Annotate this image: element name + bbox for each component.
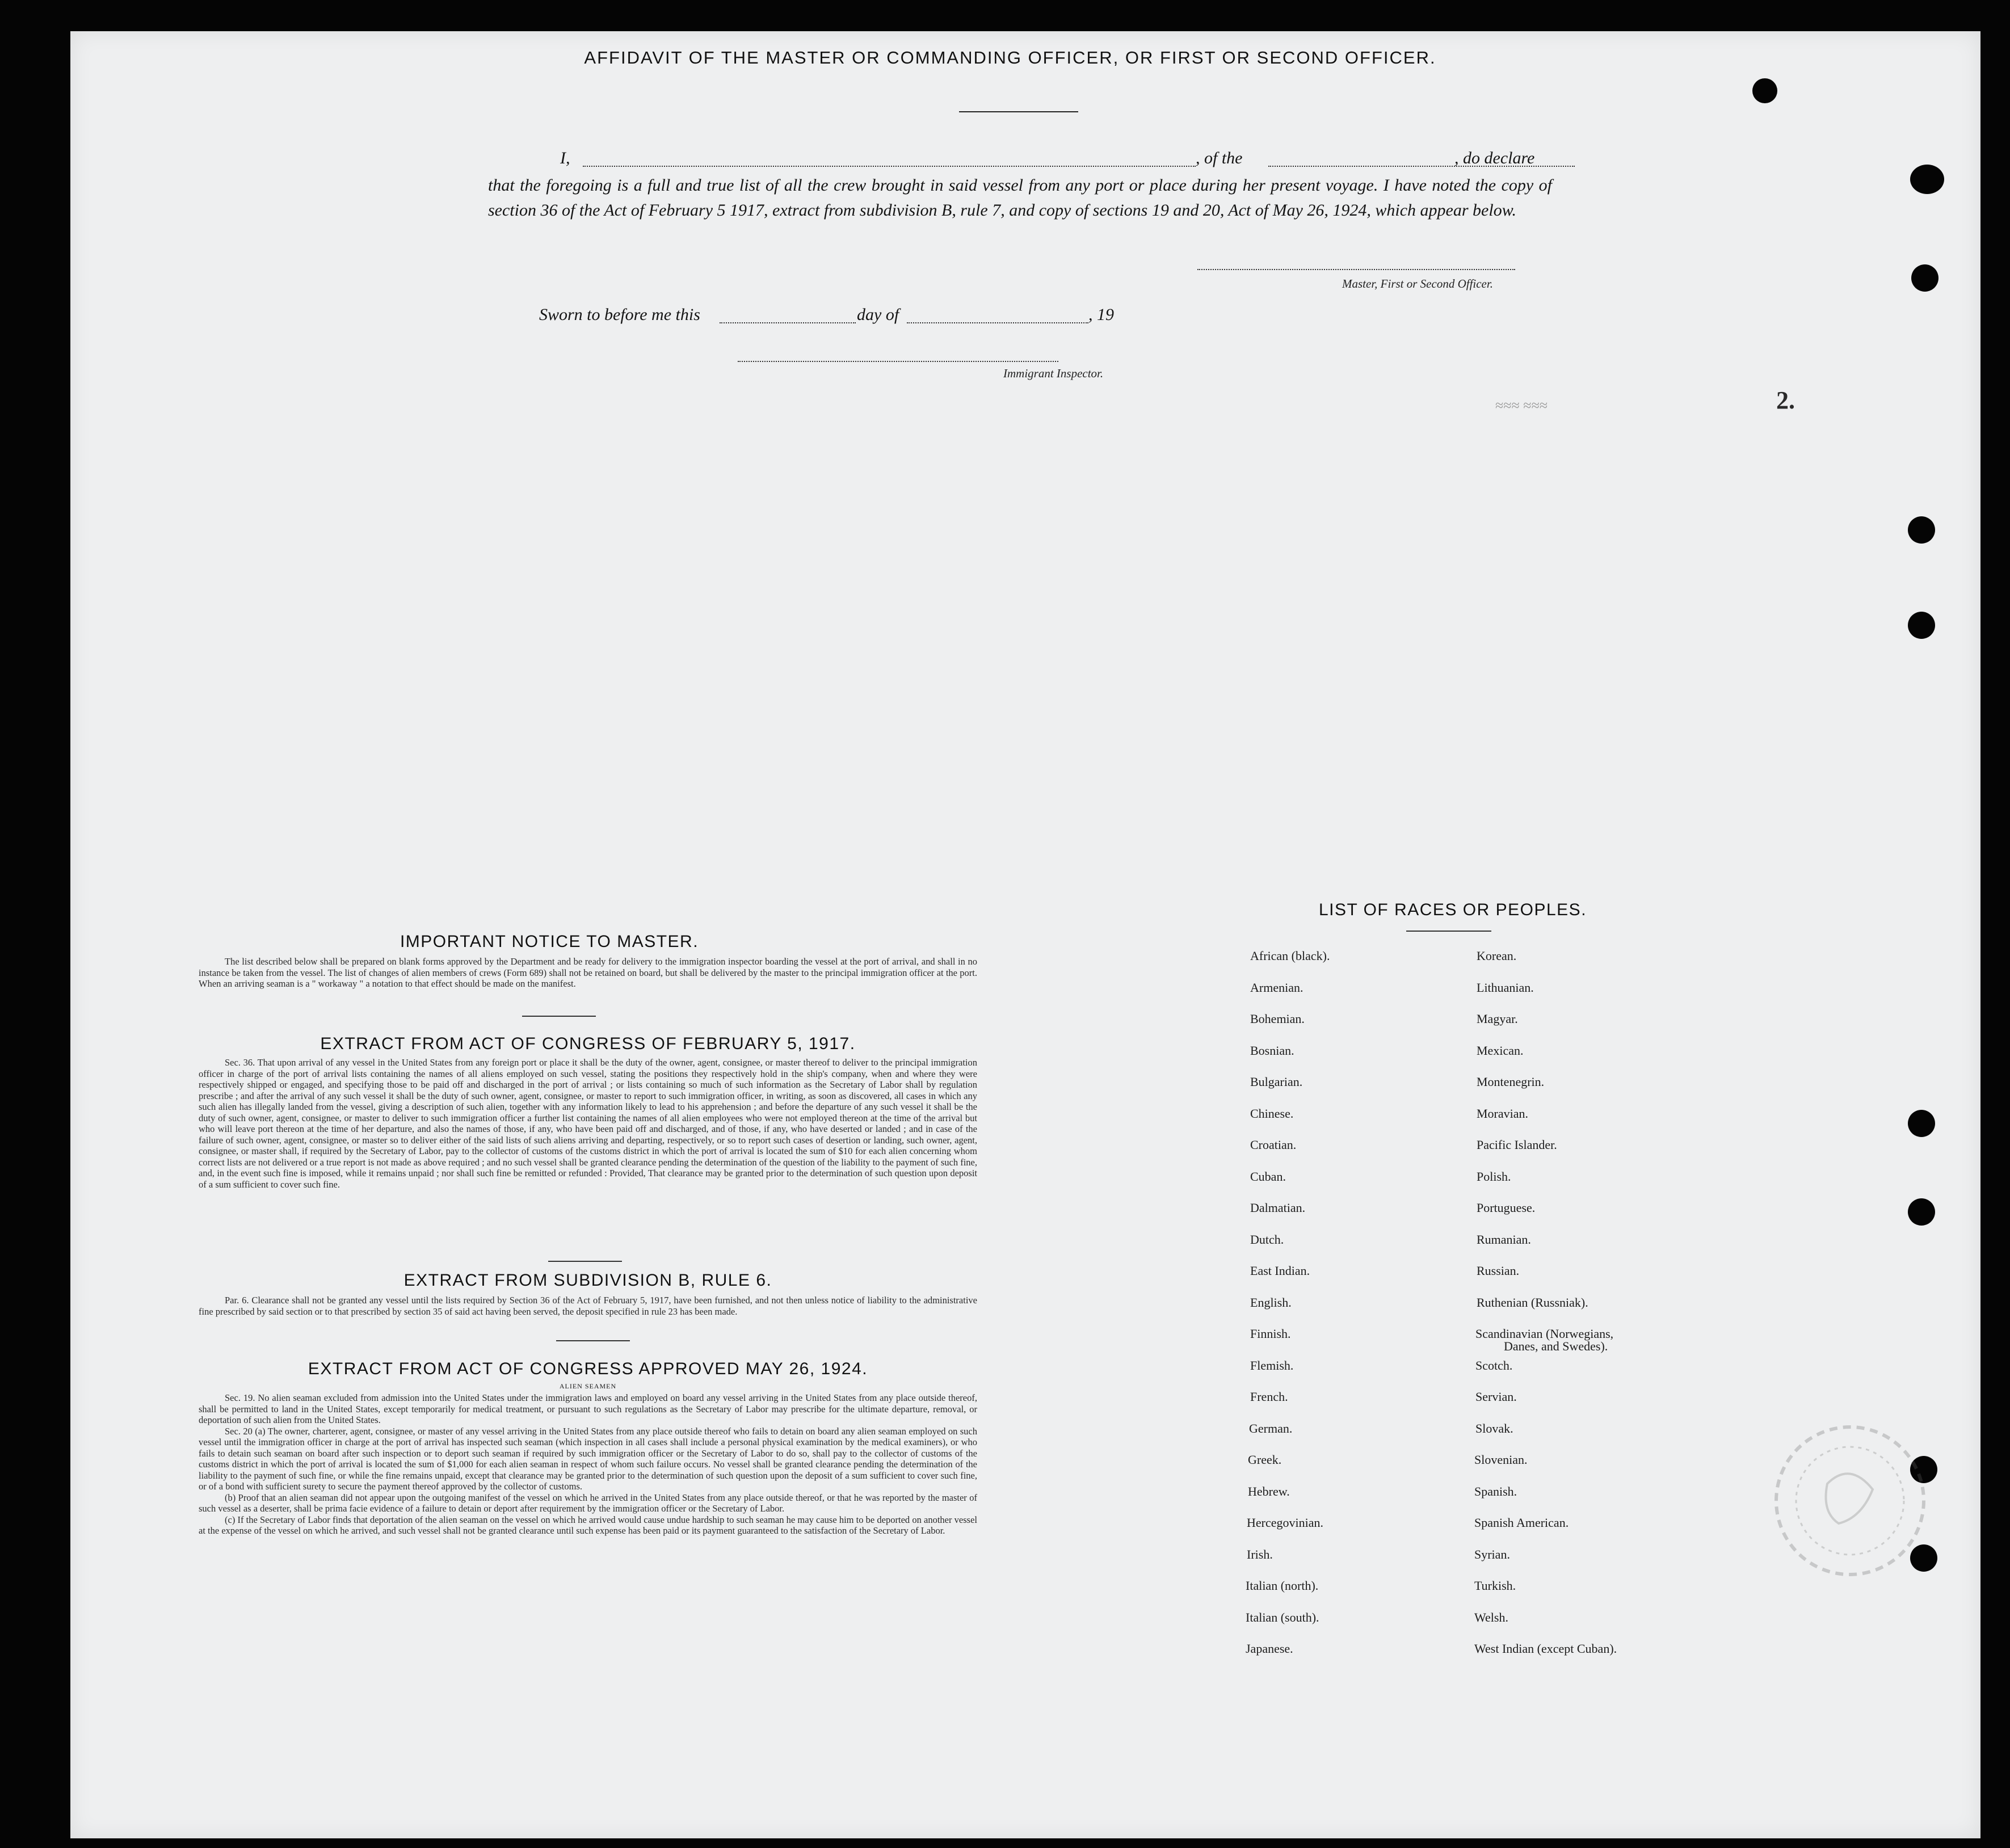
race-item: Spanish. bbox=[1474, 1484, 1517, 1498]
race-item: Finnish. bbox=[1250, 1327, 1291, 1341]
notice-title: IMPORTANT NOTICE TO MASTER. bbox=[400, 932, 699, 951]
race-item: Armenian. bbox=[1250, 980, 1303, 995]
extract-1917-text bbox=[199, 1057, 977, 1190]
race-item: Italian (south). bbox=[1246, 1610, 1319, 1624]
race-item: West Indian (except Cuban). bbox=[1474, 1641, 1617, 1656]
sec19-paragraph: Sec. 19. No alien seaman excluded from admission into the United States under the immigration laws and employed on board any vessel arriving in the United States from any place outside thereof, shall be permitted to land in the United States, except temporarily for medical treatment, or pursuant to such regulations as the Secretary of Labor may prescribe for the ultimate departure, removal, or deportation of such alien from the United States. bbox=[199, 1392, 977, 1425]
race-item: Spanish American. bbox=[1474, 1516, 1569, 1530]
race-item: English. bbox=[1250, 1295, 1292, 1310]
punch-hole bbox=[1908, 612, 1935, 639]
notice-paragraph: The list described below shall be prepared on blank forms approved by the Department and be ready for delivery to the immigration inspector boarding the vessel at the port of arrival, and shall in no instance be taken from the vessel. The list of changes of alien members of crews (Form 689) shall not be retained on board, but shall be delivered by the master to the principal immigration officer at the port. When an arriving seaman is a " workaway " a notation to that effect should be made on the manifest. bbox=[199, 956, 977, 989]
race-item: Montenegrin. bbox=[1477, 1075, 1545, 1089]
race-item: Portuguese. bbox=[1477, 1201, 1536, 1215]
sworn-day-of: day of bbox=[857, 305, 899, 324]
race-item: Rumanian. bbox=[1477, 1232, 1531, 1247]
subdivision-b-paragraph: Par. 6. Clearance shall not be granted any vessel until the lists required by Section 36 of the Act of February 5, 1917, have been furnished, and not then unless notice of liability to the administrative fine prescribed by said section or to that prescribed by section 35 of said act having been served, the deposit specified in rule 23 has been made. bbox=[199, 1295, 977, 1317]
sworn-day-field[interactable] bbox=[720, 322, 856, 323]
race-item: Pacific Islander. bbox=[1477, 1138, 1557, 1152]
race-item: Scotch. bbox=[1475, 1358, 1513, 1373]
affidavit-of-the-label: , of the bbox=[1196, 149, 1243, 167]
affidavit-title: AFFIDAVIT OF THE MASTER OR COMMANDING OFFICER, OR FIRST OR SECOND OFFICER. bbox=[584, 48, 1436, 68]
faint-handwriting: ≈≈≈ ≈≈≈ bbox=[1495, 397, 1548, 414]
race-item: Magyar. bbox=[1477, 1012, 1518, 1026]
subdivision-b-text bbox=[199, 1295, 977, 1317]
race-item: Flemish. bbox=[1250, 1358, 1294, 1373]
race-item: Chinese. bbox=[1250, 1106, 1294, 1121]
race-item: German. bbox=[1249, 1421, 1293, 1436]
races-title-underline bbox=[1406, 931, 1491, 932]
race-item: Danes, and Swedes). bbox=[1504, 1339, 1608, 1353]
race-item: Servian. bbox=[1475, 1390, 1517, 1404]
race-item: Welsh. bbox=[1474, 1610, 1508, 1624]
extract-1924-title: EXTRACT FROM ACT OF CONGRESS APPROVED MAY 26, 1924. bbox=[308, 1359, 868, 1378]
faint-stamp-seal bbox=[1765, 1416, 1935, 1586]
race-item: Moravian. bbox=[1477, 1106, 1529, 1121]
officer-signature-caption: Master, First or Second Officer. bbox=[1342, 277, 1493, 291]
sworn-month-field[interactable] bbox=[907, 322, 1088, 323]
races-title: LIST OF RACES OR PEOPLES. bbox=[1318, 900, 1587, 919]
punch-hole bbox=[1908, 516, 1935, 544]
race-item: Ruthenian (Russniak). bbox=[1477, 1295, 1588, 1310]
race-item: Dutch. bbox=[1250, 1232, 1284, 1247]
race-item: Bosnian. bbox=[1250, 1043, 1294, 1058]
race-item: East Indian. bbox=[1250, 1264, 1310, 1278]
inspector-signature-line[interactable] bbox=[738, 361, 1058, 362]
section-divider bbox=[548, 1261, 622, 1262]
punch-hole bbox=[1908, 1110, 1935, 1137]
race-item: Hercegovinian. bbox=[1247, 1516, 1323, 1530]
notice-text bbox=[199, 956, 977, 990]
sworn-prefix: Sworn to before me this bbox=[539, 305, 700, 324]
affidavit-line1 bbox=[417, 149, 1552, 174]
sec20a-paragraph: Sec. 20 (a) The owner, charterer, agent, consignee, or master of any vessel arriving in the United States from any place outside thereof who fails to detain on board any alien seaman employed on such vessel until the immigration officer in charge at the port of arrival has inspected such seaman (which inspection in all cases shall include a personal physical examination by the medical examiners), or who fails to detain such seaman on board after such inspection or to deport such seaman if required by such immigration officer or the Secretary of Labor to do so, shall pay to the collector of customs of the customs district in which the port of arrival is located the sum of $1,000 for each alien seaman in respect of whom such failure occurs. No vessel shall be granted clearance pending the determination of the liability to the payment of such fine, or while the fine remains unpaid, except that clearance may be granted prior to the determination of such question upon the deposit of a sum sufficient to cover such fine, or of a bond with sufficient surety to secure the payment thereof approved by the collector of customs. bbox=[199, 1425, 977, 1492]
race-item: Dalmatian. bbox=[1250, 1201, 1306, 1215]
section-divider bbox=[522, 1016, 596, 1017]
punch-hole bbox=[1908, 1198, 1935, 1226]
race-item: Hebrew. bbox=[1248, 1484, 1290, 1498]
extract-1917-title: EXTRACT FROM ACT OF CONGRESS OF FEBRUARY 5, 1917. bbox=[320, 1034, 856, 1053]
race-item: Slovenian. bbox=[1474, 1453, 1528, 1467]
punch-hole bbox=[1752, 78, 1777, 103]
race-item: Japanese. bbox=[1246, 1641, 1293, 1656]
race-item: French. bbox=[1250, 1390, 1288, 1404]
extract-1924-text bbox=[199, 1392, 977, 1537]
race-item: Irish. bbox=[1247, 1547, 1273, 1561]
race-item: Slovak. bbox=[1475, 1421, 1513, 1436]
section-divider bbox=[556, 1340, 630, 1341]
declarant-name-field[interactable] bbox=[583, 166, 1196, 167]
affidavit-i-label: I, bbox=[560, 149, 570, 167]
race-item: Cuban. bbox=[1250, 1169, 1286, 1184]
extract-1917-paragraph: Sec. 36. That upon arrival of any vessel in the United States from any foreign port or place it shall be the duty of the owner, agent, consignee, or master thereof to deliver to the principal immigration officer in charge of the port of arrival lists containing the names of all aliens employed on such vessel, stating the positions they respectively hold in the ship's company, when and where they were respectively shipped or engaged, and specifying those to be paid off and discharged in the port of arrival ; or lists containing so much of such information as the Secretary of Labor shall by regulation prescribe ; and after the arrival of any such vessel it shall be the duty of such owner, agent, consignee, or master to report to such immigration officer, in writing, as soon as discovered, all cases in which any such alien has illegally landed from the vessel, giving a description of such alien, together with any information likely to lead to his apprehension ; and before the departure of any such vessel it shall be the duty of such owner, agent, consignee, or master to deliver to such immigration officer a further list containing the names of all alien employees who were not employed thereon at the time of the arrival but who will leave port thereon at the time of her departure, and also the names of those, if any, who have been paid off and discharged, and of those, if any, who have deserted or landed ; and in case of the failure of such owner, agent, consignee, or master so to deliver either of the said lists of such aliens arriving and departing, respectively, or so to report such cases of desertion or landing, such owner, agent, consignee, or master shall, if required by the Secretary of Labor, pay to the collector of customs of the customs district in which the port of arrival is located the sum of $10 for each alien concerning whom correct lists are not delivered or a true report is not made as above required ; and no such vessel shall be granted clearance pending the determination of the question of the liability to the payment of such fine, and, in the event such fine is imposed, while it remains unpaid ; nor shall such fine be remitted or refunded : Provided, That clearance may be granted prior to the determination of such question upon deposit of a sum sufficient to cover such fine. bbox=[199, 1057, 977, 1190]
extract-1924-subtitle: ALIEN SEAMEN bbox=[559, 1382, 617, 1390]
race-item: Mexican. bbox=[1477, 1043, 1524, 1058]
sworn-line bbox=[539, 305, 1163, 330]
punch-hole bbox=[1910, 165, 1944, 194]
race-item: Italian (north). bbox=[1246, 1578, 1319, 1593]
officer-signature-line[interactable] bbox=[1197, 269, 1515, 270]
race-item: Bohemian. bbox=[1250, 1012, 1305, 1026]
race-item: Russian. bbox=[1477, 1264, 1520, 1278]
affidavit-do-declare-label: , do declare bbox=[1454, 149, 1535, 167]
race-item: Bulgarian. bbox=[1250, 1075, 1303, 1089]
race-item: Scandinavian (Norwegians, bbox=[1475, 1327, 1614, 1341]
race-item: Korean. bbox=[1477, 949, 1517, 963]
page-mark: 2. bbox=[1776, 386, 1795, 414]
inspector-caption: Immigrant Inspector. bbox=[1003, 367, 1104, 380]
race-item: African (black). bbox=[1250, 949, 1330, 963]
race-item: Croatian. bbox=[1250, 1138, 1297, 1152]
sworn-year: , 19 bbox=[1088, 305, 1114, 324]
subdivision-b-title: EXTRACT FROM SUBDIVISION B, RULE 6. bbox=[403, 1271, 772, 1290]
sec20b-paragraph: (b) Proof that an alien seaman did not appear upon the outgoing manifest of the vessel on which he arrived in the United States from any place outside thereof, or that he was reported by the master of such vessel as a deserter, shall be prima facie evidence of a failure to detain or deport after requirement by the immigration officer or the Secretary of Labor. bbox=[199, 1492, 977, 1514]
punch-hole bbox=[1911, 264, 1938, 292]
race-item: Greek. bbox=[1248, 1453, 1282, 1467]
race-item: Syrian. bbox=[1474, 1547, 1510, 1561]
race-item: Turkish. bbox=[1474, 1578, 1516, 1593]
sec20c-paragraph: (c) If the Secretary of Labor finds that deportation of the alien seaman on the vessel on which he arrived would cause undue hardship to such seaman he may cause him to be deported on another vessel at the expense of the vessel on which he arrived, and such vessel shall not be granted clearance until such expense has been paid or its payment guaranteed to the satisfaction of the Secretary of Labor. bbox=[199, 1514, 977, 1536]
race-item: Lithuanian. bbox=[1477, 980, 1534, 995]
race-item: Polish. bbox=[1477, 1169, 1511, 1184]
affidavit-body: that the foregoing is a full and true list of all the crew brought in said vessel from any port or place during her present voyage. I have noted the copy of section 36 of the Act of February 5 1917, extract from subdivision B, rule 7, and copy of sections 19 and 20, Act of May 26, 1924, which appear below. bbox=[488, 176, 1552, 220]
title-underline bbox=[959, 111, 1078, 112]
